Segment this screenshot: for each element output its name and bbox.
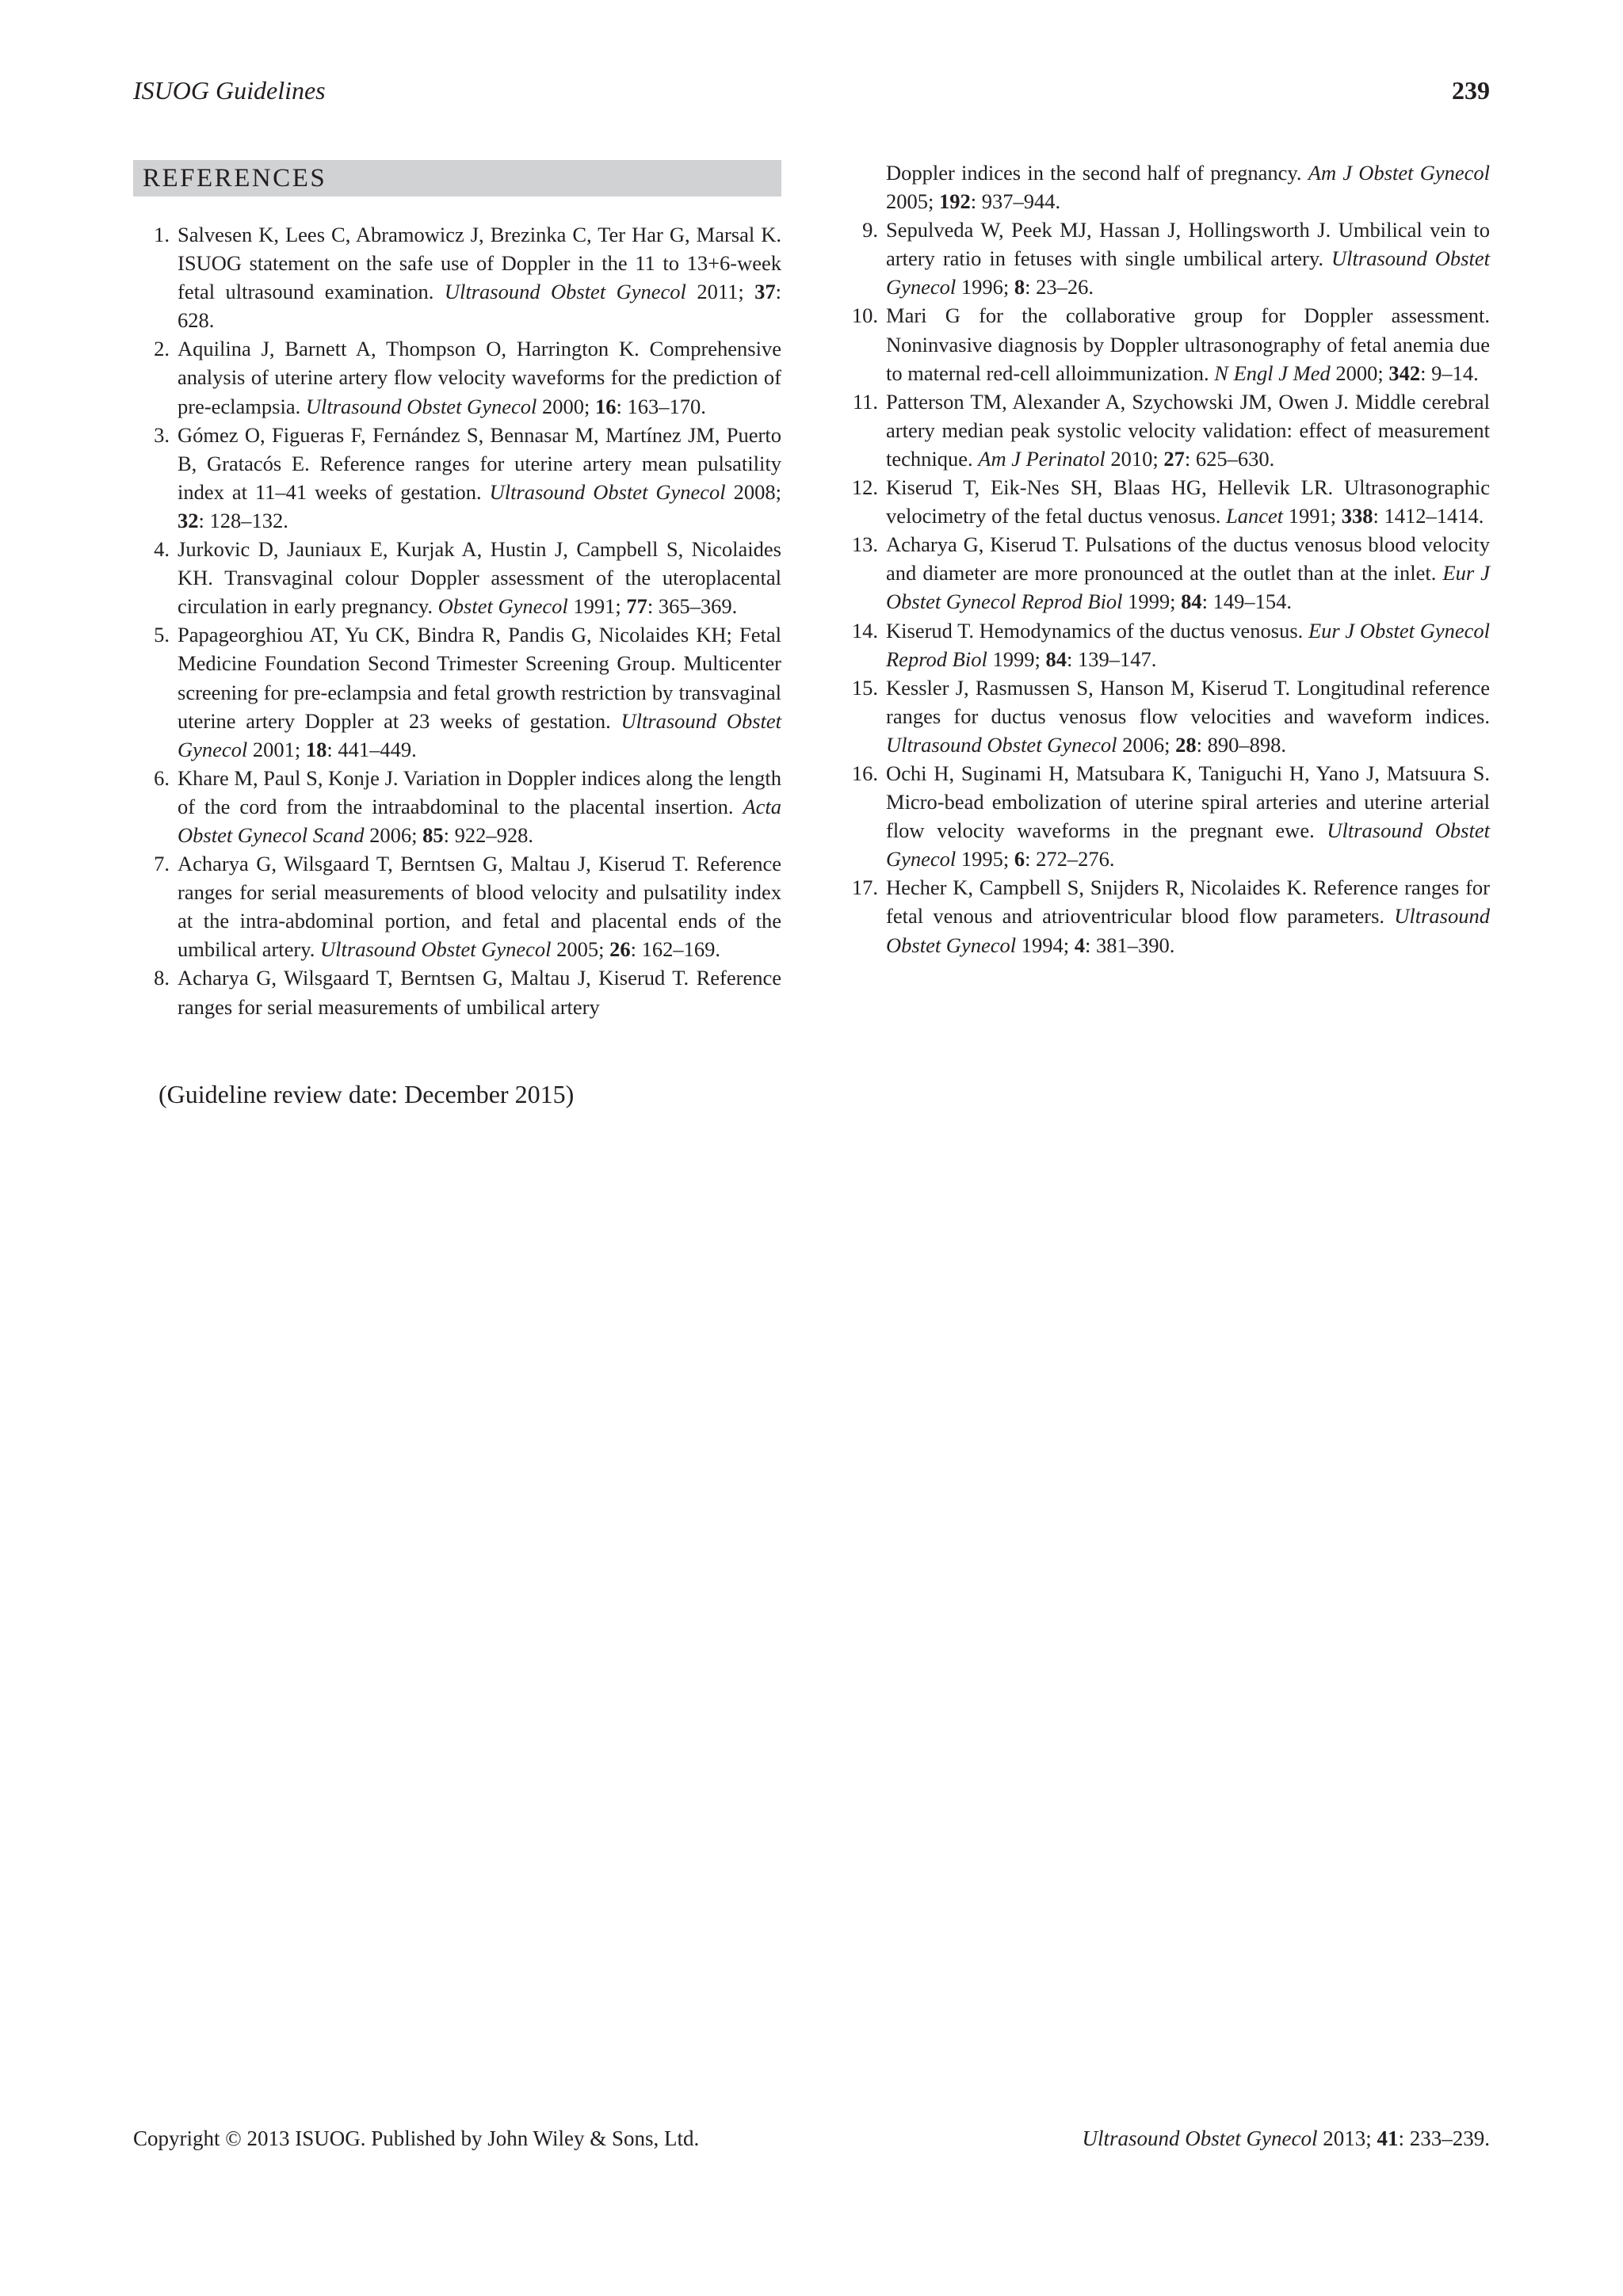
- reference-item: [842, 387, 1490, 473]
- reference-text: Kessler J, Rasmussen S, Hanson M, Kiserud T. Longitudinal reference ranges for ductus venosus flow velocities and waveform indices. Ultrasound Obstet Gynecol 2006; 28: 890–898.: [886, 675, 1490, 757]
- reference-text: Kiserud T. Hemodynamics of the ductus venosus. Eur J Obstet Gynecol Reprod Biol 1999; 84: 139–147.: [886, 618, 1490, 671]
- reference-item: [133, 849, 781, 963]
- reference-number: 2.: [154, 337, 170, 361]
- reference-8-continuation: Doppler indices in the second half of pregnancy. Am J Obstet Gynecol 2005; 192: 937–944.: [886, 161, 1491, 214]
- reference-list-right: [842, 215, 1490, 959]
- reference-item: [842, 530, 1490, 616]
- reference-number: 6.: [154, 765, 170, 790]
- reference-item: [842, 215, 1490, 301]
- running-head: [133, 76, 1490, 111]
- reference-text: Mari G for the collaborative group for Doppler assessment. Noninvasive diagnosis by Doppler ultrasonography of fetal anemia due to maternal red-cell alloimmunization. N Engl J Med 2000; 342: 9–14.: [886, 303, 1490, 385]
- guideline-review-date: (Guideline review date: December 2015): [158, 1080, 575, 1108]
- reference-number: 7.: [154, 852, 170, 876]
- running-head-journal: ISUOG Guidelines: [133, 76, 326, 105]
- reference-text: Hecher K, Campbell S, Snijders R, Nicolaides K. Reference ranges for fetal venous and atrioventricular blood flow parameters. Ultrasound Obstet Gynecol 1994; 4: 381–390.: [886, 875, 1490, 957]
- reference-text: Papageorghiou AT, Yu CK, Bindra R, Pandis G, Nicolaides KH; Fetal Medicine Foundation Second Trimester Screening Group. Multicenter screening for pre-eclampsia and fetal growth restriction by transvaginal uterine artery Doppler at 23 weeks of gestation. Ultrasound Obstet Gynecol 2001; 18: 441–449.: [178, 623, 781, 761]
- reference-text: Acharya G, Wilsgaard T, Berntsen G, Maltau J, Kiserud T. Reference ranges for serial measurements of umbilical artery: [178, 966, 781, 1019]
- reference-number: 15.: [851, 675, 878, 700]
- reference-number: 13.: [851, 532, 878, 557]
- reference-item: [842, 616, 1490, 673]
- reference-text: Patterson TM, Alexander A, Szychowski JM, Owen J. Middle cerebral artery median peak systolic velocity validation: effect of measurement technique. Am J Perinatol 2010; 27: 625–630.: [886, 389, 1490, 471]
- reference-text: Jurkovic D, Jauniaux E, Kurjak A, Hustin J, Campbell S, Nicolaides KH. Transvaginal colour Doppler assessment of the uteroplacental circulation in early pregnancy. Obstet Gynecol 1991; 77: 365–369.: [178, 537, 781, 619]
- reference-number: 11.: [852, 389, 878, 414]
- reference-item: [842, 473, 1490, 530]
- reference-text: Ochi H, Suginami H, Matsubara K, Taniguchi H, Yano J, Matsuura S. Micro-bead embolization of uterine spiral arteries and uterine arterial flow velocity waveforms in the pregnant ewe. Ultrasound Obstet Gynecol 1995; 6: 272–276.: [886, 761, 1490, 871]
- reference-text: Acharya G, Kiserud T. Pulsations of the ductus venosus blood velocity and diameter are more pronounced at the outlet than at the inlet. Eur J Obstet Gynecol Reprod Biol 1999; 84: 149–154.: [886, 532, 1490, 614]
- reference-text: Aquilina J, Barnett A, Thompson O, Harrington K. Comprehensive analysis of uterine artery flow velocity waveforms for the prediction of pre-eclampsia. Ultrasound Obstet Gynecol 2000; 16: 163–170.: [178, 337, 781, 418]
- reference-item: [133, 764, 781, 849]
- right-column: [842, 158, 1490, 959]
- reference-item: [842, 301, 1490, 387]
- page-footer: [133, 2126, 1490, 2151]
- reference-text: Sepulveda W, Peek MJ, Hassan J, Hollingsworth J. Umbilical vein to artery ratio in fetuses with single umbilical artery. Ultrasound Obstet Gynecol 1996; 8: 23–26.: [886, 218, 1490, 299]
- reference-number: 3.: [154, 422, 170, 447]
- reference-number: 8.: [154, 966, 170, 990]
- reference-number: 14.: [851, 618, 878, 643]
- reference-item: [133, 421, 781, 535]
- reference-item: [842, 673, 1490, 759]
- reference-item: [133, 334, 781, 420]
- reference-item: [133, 963, 781, 1020]
- reference-item: [133, 220, 781, 334]
- reference-item: [133, 535, 781, 620]
- copyright-notice: Copyright © 2013 ISUOG. Published by John Wiley & Sons, Ltd.: [133, 2126, 700, 2150]
- left-column: [133, 160, 781, 1021]
- reference-item: [842, 873, 1490, 959]
- reference-number: 10.: [851, 303, 878, 328]
- reference-text: Salvesen K, Lees C, Abramowicz J, Brezinka C, Ter Har G, Marsal K. ISUOG statement on the safe use of Doppler in the 11 to 13+6-week fetal ultrasound examination. Ultrasound Obstet Gynecol 2011; 37: 628.: [178, 223, 781, 333]
- reference-number: 17.: [851, 875, 878, 900]
- reference-text: Acharya G, Wilsgaard T, Berntsen G, Maltau J, Kiserud T. Reference ranges for serial measurements of blood velocity and pulsatility index at the intra-abdominal portion, and fetal and placental ends of the umbilical artery. Ultrasound Obstet Gynecol 2005; 26: 162–169.: [178, 852, 781, 962]
- reference-text: Khare M, Paul S, Konje J. Variation in Doppler indices along the length of the cord from the intraabdominal to the placental insertion. Acta Obstet Gynecol Scand 2006; 85: 922–928.: [178, 765, 781, 847]
- reference-number: 16.: [851, 761, 878, 785]
- page-number: 239: [1452, 76, 1490, 105]
- reference-text: Gómez O, Figueras F, Fernández S, Bennasar M, Martínez JM, Puerto B, Gratacós E. Reference ranges for uterine artery mean pulsatility index at 11–41 weeks of gestation. Ultrasound Obstet Gynecol 2008; 32: 128–132.: [178, 422, 781, 532]
- reference-item: [133, 620, 781, 763]
- reference-text: Kiserud T, Eik-Nes SH, Blaas HG, Hellevik LR. Ultrasonographic velocimetry of the fetal ductus venosus. Lancet 1991; 338: 1412–1414.: [886, 475, 1490, 528]
- footer-citation: Ultrasound Obstet Gynecol 2013; 41: 233–239.: [1082, 2126, 1490, 2150]
- reference-list-left: [133, 220, 781, 1021]
- references-heading-bar: [133, 160, 781, 196]
- reference-number: 9.: [862, 218, 878, 242]
- reference-number: 1.: [154, 223, 170, 246]
- reference-item: [842, 759, 1490, 873]
- reference-number: 4.: [154, 537, 170, 562]
- reference-number: 5.: [154, 623, 170, 647]
- references-heading: REFERENCES: [143, 163, 327, 193]
- reference-number: 12.: [851, 475, 878, 500]
